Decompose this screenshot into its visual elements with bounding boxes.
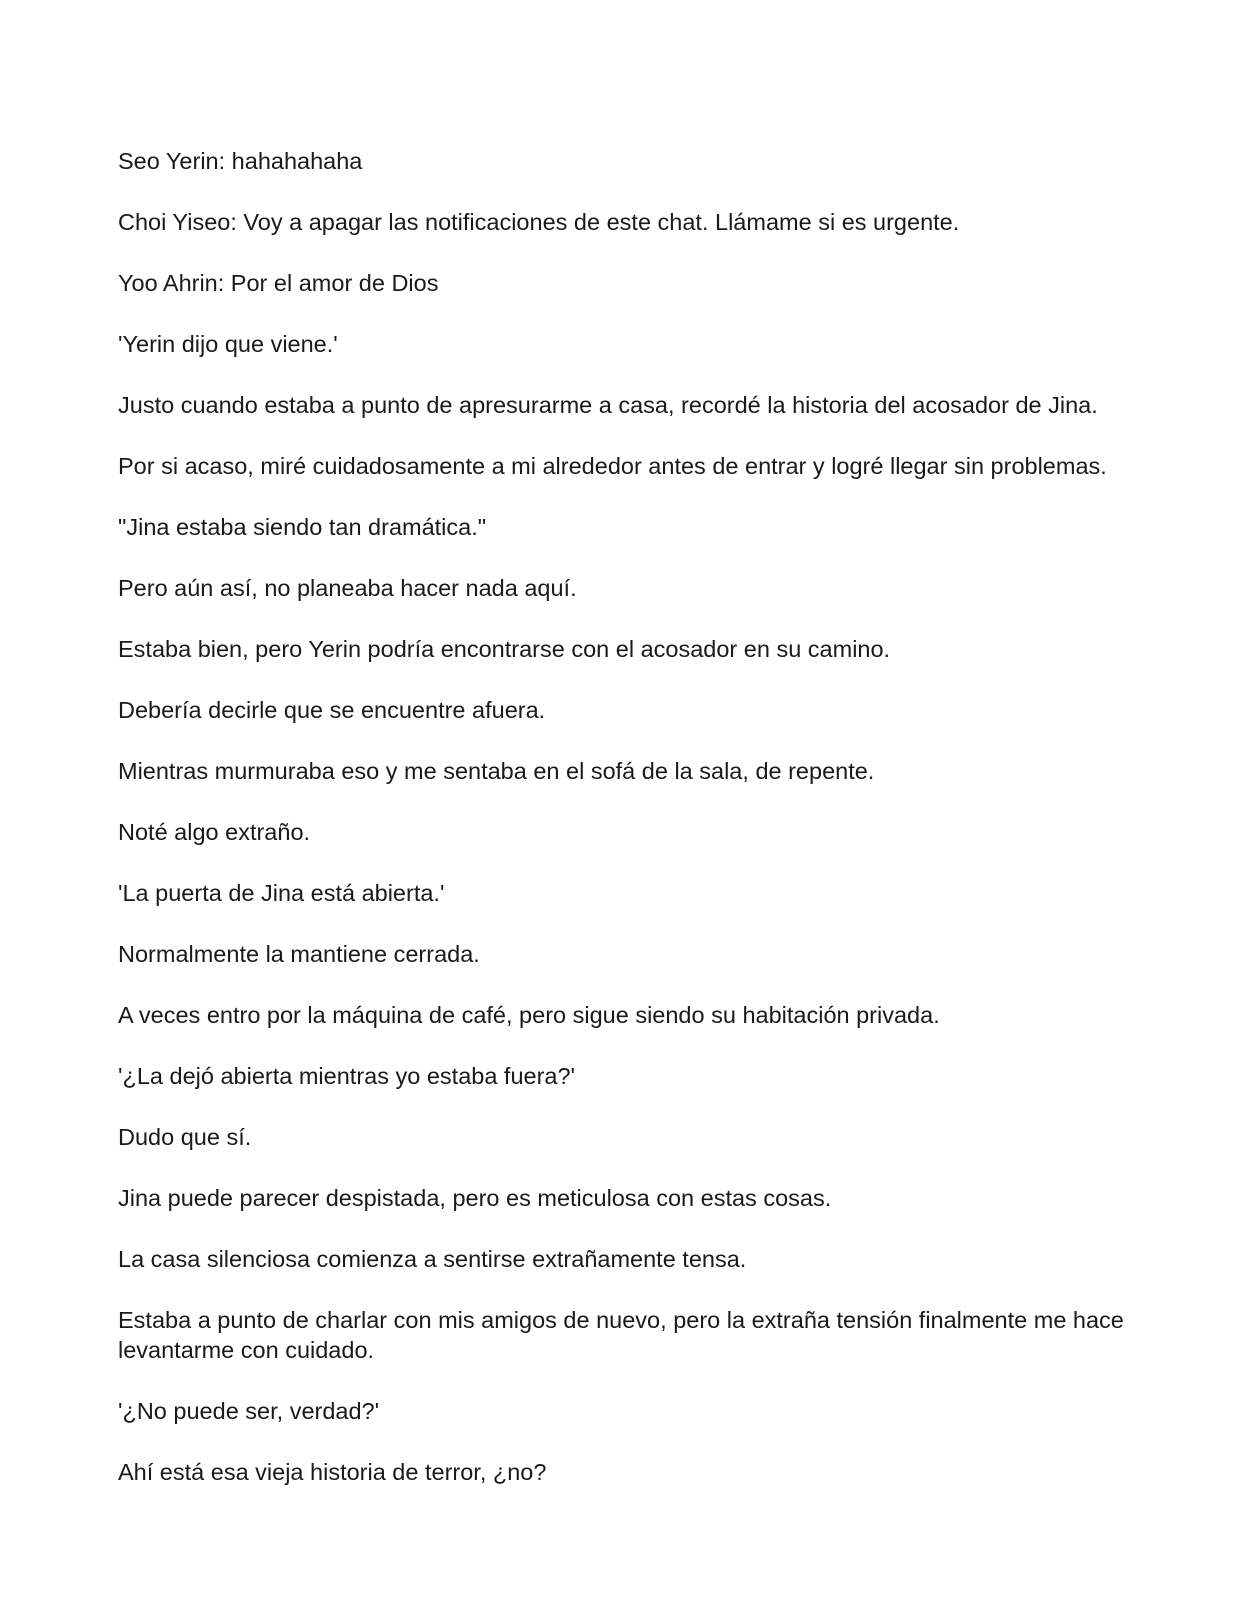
paragraph: Choi Yiseo: Voy a apagar las notificaciones de este chat. Llámame si es urgente. [118,209,960,235]
paragraph: Justo cuando estaba a punto de apresurarme a casa, recordé la historia del acosador de Jina. [118,392,1098,418]
paragraph: Por si acaso, miré cuidadosamente a mi alrededor antes de entrar y logré llegar sin problemas. [118,453,1107,479]
paragraph: Normalmente la mantiene cerrada. [118,941,480,967]
paragraph: '¿La dejó abierta mientras yo estaba fuera?' [118,1063,576,1089]
paragraph: Estaba a punto de charlar con mis amigos de nuevo, pero la extraña tensión finalmente me hace levantarme con cuidado. [118,1307,1124,1363]
paragraph: 'La puerta de Jina está abierta.' [118,880,445,906]
paragraph: '¿No puede ser, verdad?' [118,1398,380,1424]
document-body [118,146,1128,1518]
paragraph: Dudo que sí. [118,1124,252,1150]
paragraph: Debería decirle que se encuentre afuera. [118,697,546,723]
paragraph: Ahí está esa vieja historia de terror, ¿no? [118,1459,547,1485]
paragraph: Mientras murmuraba eso y me sentaba en el sofá de la sala, de repente. [118,758,875,784]
paragraph: Jina puede parecer despistada, pero es meticulosa con estas cosas. [118,1185,832,1211]
paragraph: Estaba bien, pero Yerin podría encontrarse con el acosador en su camino. [118,636,891,662]
paragraph: 'Yerin dijo que viene.' [118,331,338,357]
paragraph: "Jina estaba siendo tan dramática." [118,514,487,540]
paragraph: A veces entro por la máquina de café, pero sigue siendo su habitación privada. [118,1002,940,1028]
paragraph: Pero aún así, no planeaba hacer nada aquí. [118,575,577,601]
paragraph: La casa silenciosa comienza a sentirse extrañamente tensa. [118,1246,747,1272]
paragraph: Yoo Ahrin: Por el amor de Dios [118,270,439,296]
paragraph: Seo Yerin: hahahahaha [118,148,363,174]
paragraph: Noté algo extraño. [118,819,311,845]
